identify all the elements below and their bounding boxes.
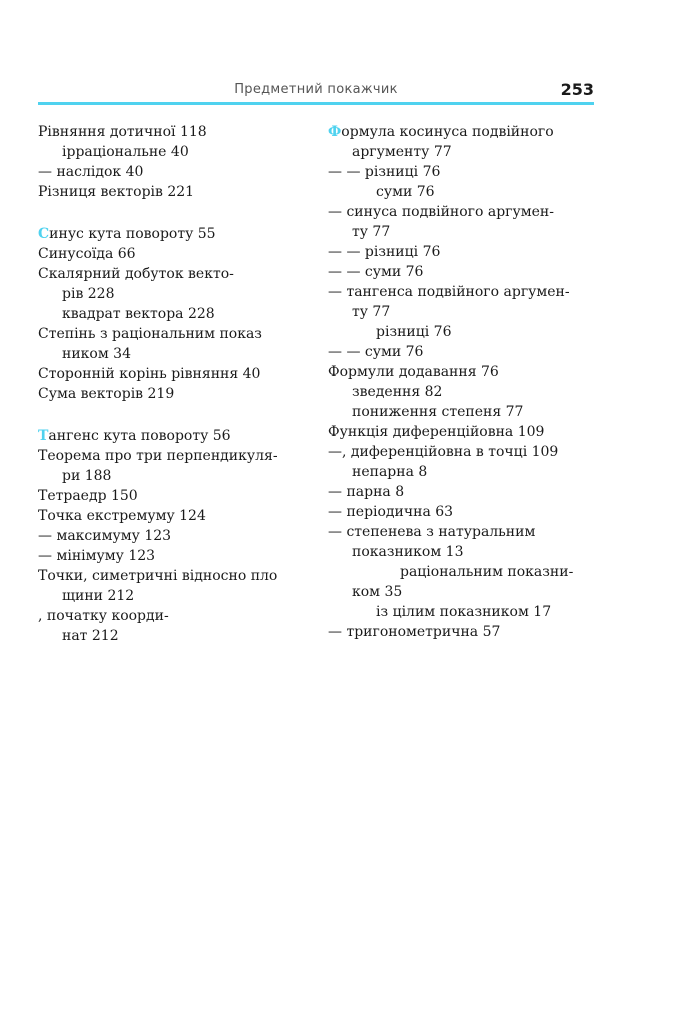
index-entry: [38, 304, 306, 324]
index-entry-text: суми 76: [376, 184, 435, 200]
index-entry-text: аргументу 77: [352, 144, 452, 160]
index-entry: [38, 264, 306, 284]
index-entry: [328, 542, 594, 562]
index-entry: [328, 402, 594, 422]
index-entry-text: — мінімуму 123: [38, 548, 156, 564]
index-entry-text: — періодична 63: [328, 504, 454, 520]
index-entry: [38, 182, 306, 202]
index-entry: [38, 606, 306, 626]
index-entry: [38, 344, 306, 364]
index-entry-text: ормула косинуса подвійного: [341, 124, 554, 140]
index-entry: [328, 202, 594, 222]
index-entry-text: — тангенса подвійного аргумен-: [328, 284, 570, 300]
index-entry-text: , початку коорди-: [38, 608, 169, 624]
index-entry: [38, 426, 306, 446]
index-entry-text: ком 35: [352, 584, 403, 600]
index-entry-text: ту 77: [352, 304, 391, 320]
page-number: 253: [560, 80, 594, 99]
index-column-left: [38, 122, 306, 646]
index-entry: [328, 262, 594, 282]
index-entry: [38, 526, 306, 546]
index-entry-text: Точка екстремуму 124: [38, 508, 206, 524]
index-entry-text: инус кута повороту 55: [49, 226, 216, 242]
index-entry: [328, 282, 594, 302]
index-entry: [328, 602, 594, 622]
index-entry: [38, 244, 306, 264]
index-entry-text: —, диференційовна в точці 109: [328, 444, 559, 460]
index-entry-text: пониження степеня 77: [352, 404, 524, 420]
section-gap: [38, 404, 306, 426]
index-entry: [38, 446, 306, 466]
section-gap: [38, 202, 306, 224]
index-entry: [38, 142, 306, 162]
index-entry: [38, 566, 306, 586]
index-entry-text: нат 212: [62, 628, 119, 644]
index-entry-text: — наслідок 40: [38, 164, 144, 180]
index-entry: [38, 466, 306, 486]
index-entry: [328, 382, 594, 402]
index-entry: [328, 182, 594, 202]
index-entry-text: Тетраедр 150: [38, 488, 138, 504]
index-entry: [328, 482, 594, 502]
index-entry-text: ри 188: [62, 468, 112, 484]
index-entry: [328, 302, 594, 322]
index-entry-text: — — різниці 76: [328, 244, 441, 260]
index-entry-text: ником 34: [62, 346, 131, 362]
index-entry: [38, 546, 306, 566]
index-entry-text: Різниця векторів 221: [38, 184, 195, 200]
index-entry-text: показником 13: [352, 544, 464, 560]
index-entry: [328, 162, 594, 182]
index-entry-text: ту 77: [352, 224, 391, 240]
index-entry-text: ангенс кута повороту 56: [48, 428, 231, 444]
index-entry-text: — максимуму 123: [38, 528, 172, 544]
index-entry-text: — — суми 76: [328, 264, 424, 280]
index-entry: [328, 122, 594, 142]
index-entry: [328, 622, 594, 642]
index-entry-text: Точки, симетричні відносно пло: [38, 568, 278, 584]
index-entry-text: — парна 8: [328, 484, 405, 500]
index-entry: [38, 506, 306, 526]
header-rule: [38, 102, 594, 105]
index-entry: [328, 442, 594, 462]
index-entry-text: — — суми 76: [328, 344, 424, 360]
index-entry-text: щини 212: [62, 588, 135, 604]
index-entry: [38, 162, 306, 182]
index-entry-text: Сторонній корінь рівняння 40: [38, 366, 261, 382]
index-entry-text: різниці 76: [376, 324, 452, 340]
index-entry: [328, 462, 594, 482]
index-entry-text: раціональним показни-: [400, 564, 574, 580]
index-entry-text: ірраціональне 40: [62, 144, 189, 160]
index-entry: [38, 586, 306, 606]
page-header: [38, 80, 594, 100]
index-entry-text: Функція диференційовна 109: [328, 424, 545, 440]
index-entry: [328, 322, 594, 342]
index-entry: [328, 502, 594, 522]
index-entry: [38, 324, 306, 344]
index-entry-text: Рівняння дотичної 118: [38, 124, 207, 140]
index-entry: [38, 364, 306, 384]
index-entry-text: Теорема про три перпендикуля-: [38, 448, 278, 464]
index-entry: [38, 224, 306, 244]
index-entry-text: — степенева з натуральним: [328, 524, 536, 540]
index-entry: [328, 342, 594, 362]
index-entry-text: із цілим показником 17: [376, 604, 552, 620]
index-entry: [38, 486, 306, 506]
index-entry: [328, 422, 594, 442]
index-entry: [38, 384, 306, 404]
index-entry: [328, 222, 594, 242]
index-entry-text: Степінь з раціональним показ: [38, 326, 262, 342]
index-entry-text: зведення 82: [352, 384, 443, 400]
index-entry-text: — синуса подвійного аргумен-: [328, 204, 554, 220]
index-entry-text: непарна 8: [352, 464, 428, 480]
index-entry-text: Скалярний добуток векто-: [38, 266, 234, 282]
index-column-right: [328, 122, 594, 642]
index-entry-text: — тригонометрична 57: [328, 624, 501, 640]
section-initial-letter: Т: [38, 428, 49, 444]
index-entry-text: — — різниці 76: [328, 164, 441, 180]
index-entry: [328, 362, 594, 382]
index-entry: [328, 562, 594, 582]
index-entry: [328, 522, 594, 542]
index-entry: [38, 626, 306, 646]
section-initial-letter: Ф: [328, 124, 342, 140]
index-entry-text: Сума векторів 219: [38, 386, 175, 402]
index-entry: [328, 582, 594, 602]
index-entry-text: рів 228: [62, 286, 115, 302]
index-entry-text: квадрат вектора 228: [62, 306, 215, 322]
index-entry: [38, 284, 306, 304]
index-entry: [328, 142, 594, 162]
section-initial-letter: С: [38, 226, 50, 242]
index-entry: [328, 242, 594, 262]
running-title: Предметний покажчик: [234, 82, 398, 97]
index-entry: [38, 122, 306, 142]
index-entry-text: Формули додавання 76: [328, 364, 499, 380]
index-entry-text: Синусоїда 66: [38, 246, 136, 262]
